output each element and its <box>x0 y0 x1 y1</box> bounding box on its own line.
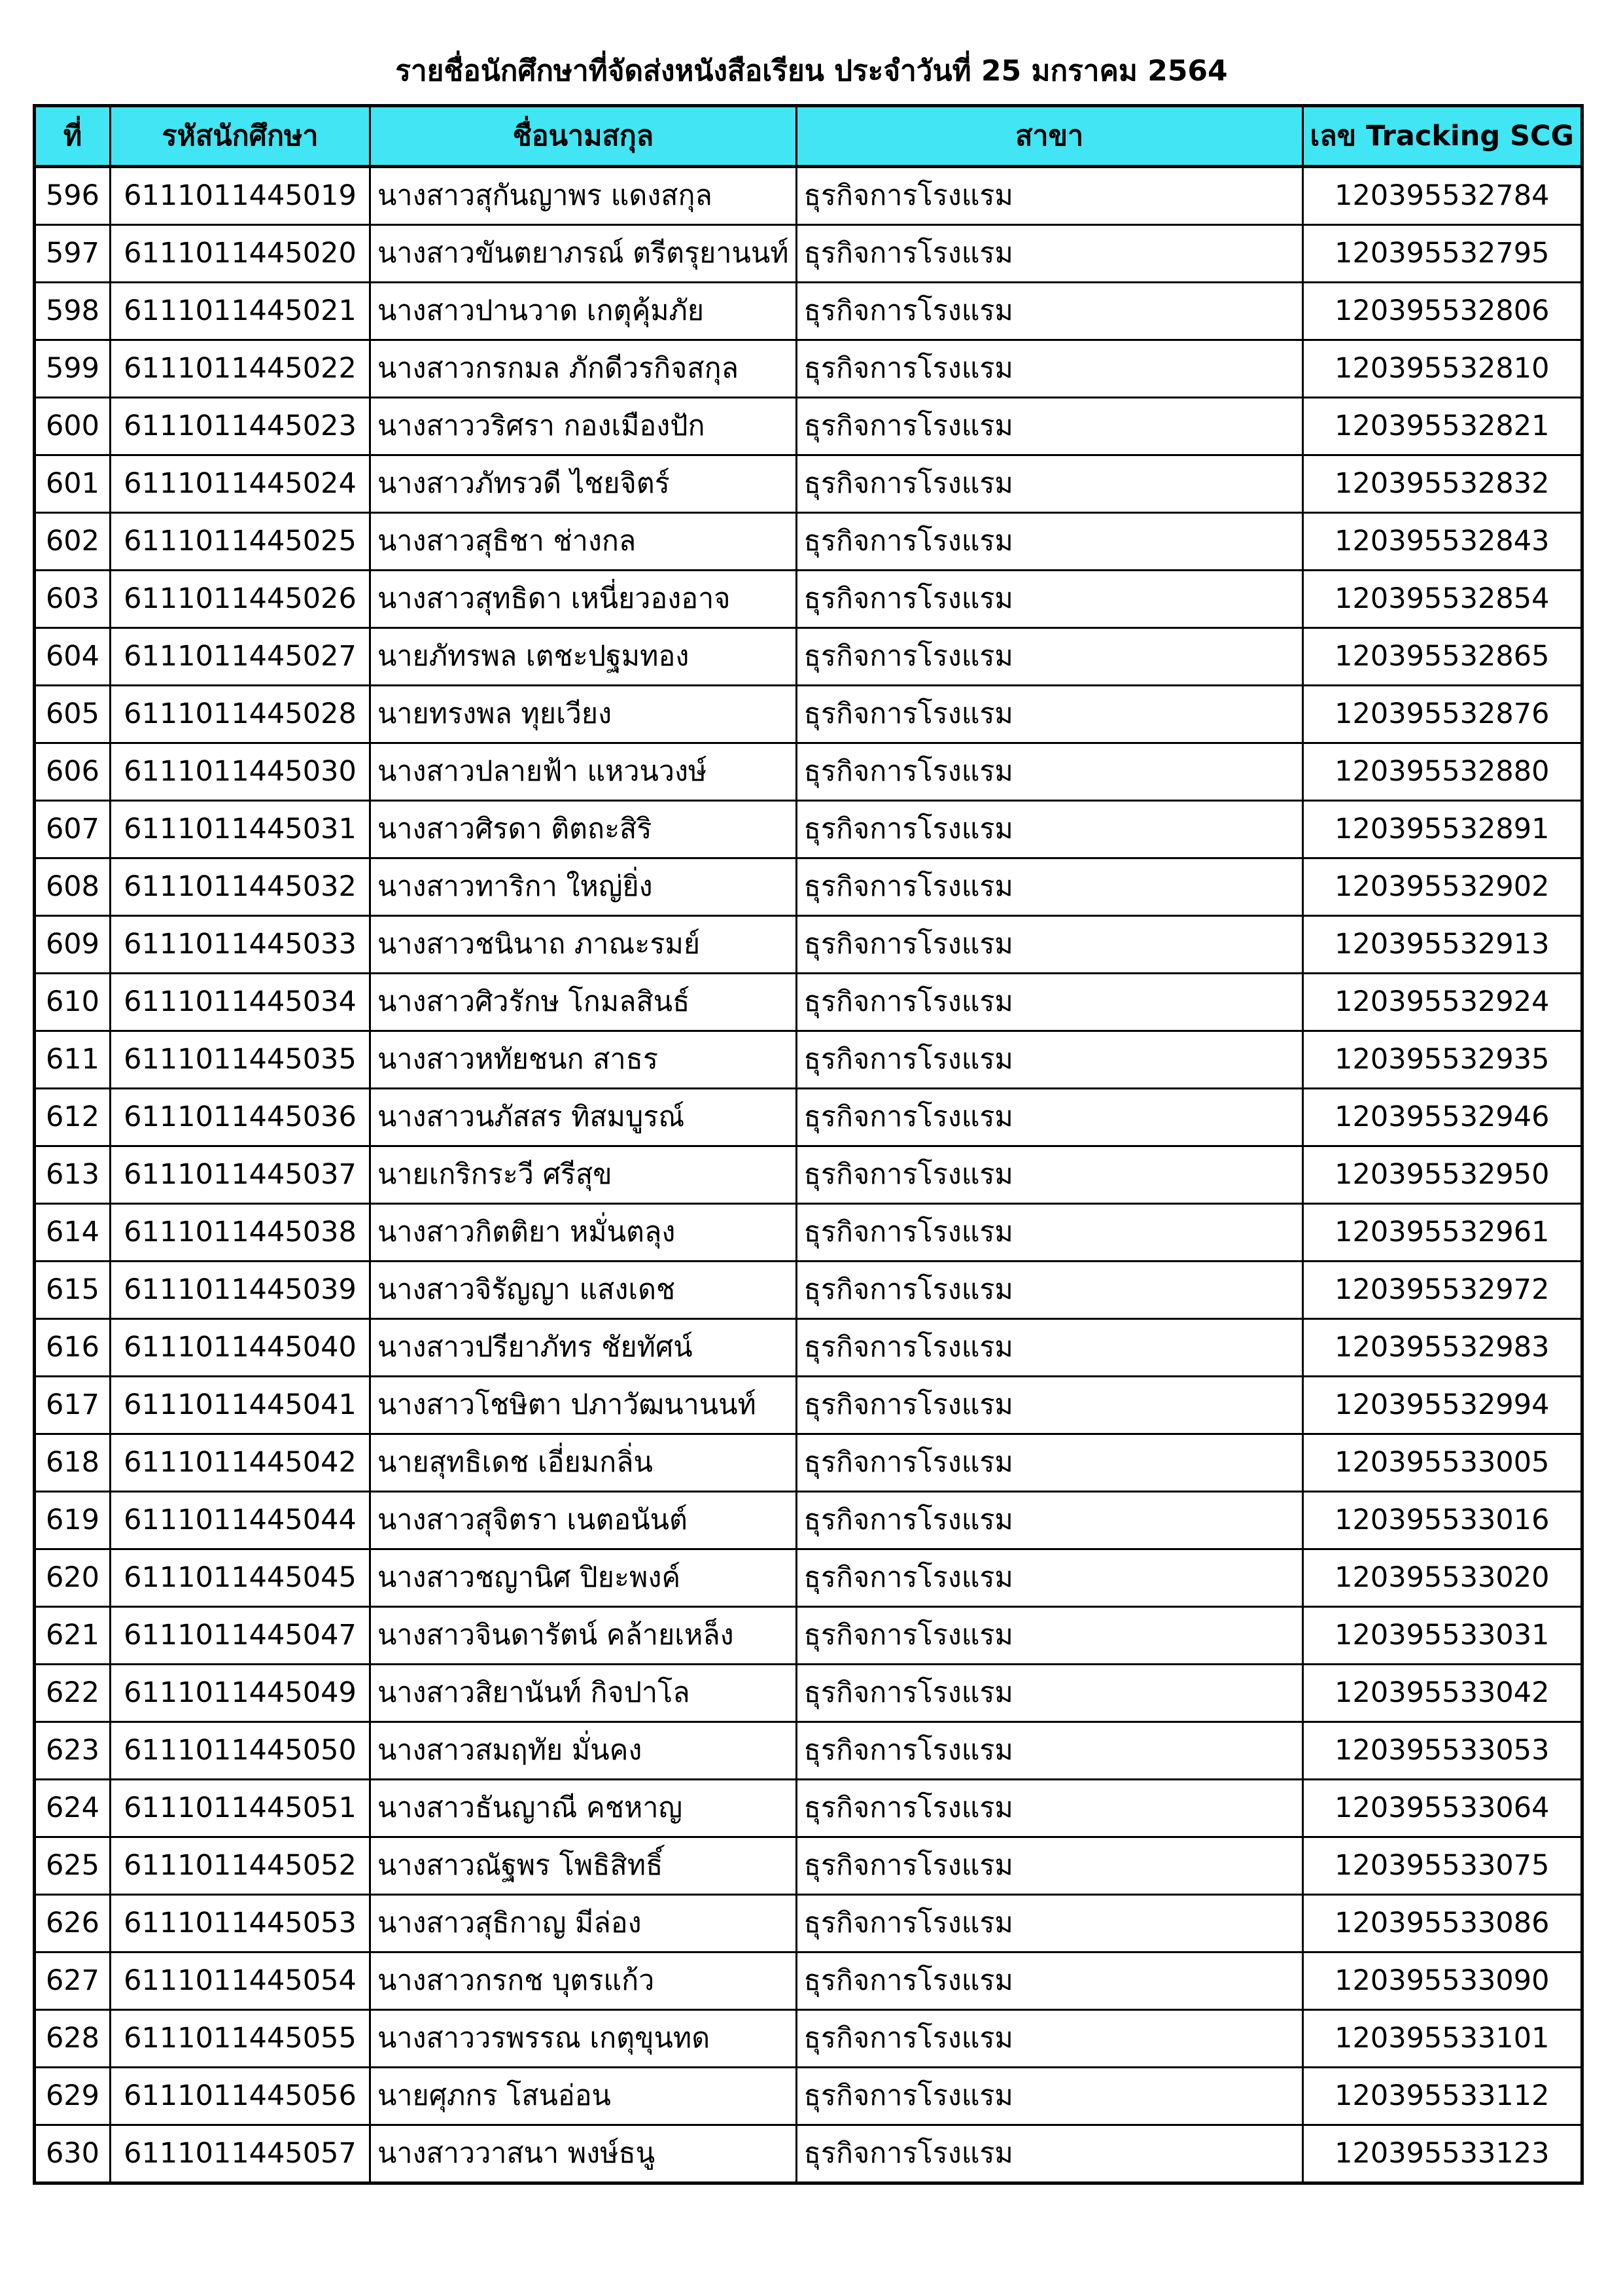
cell-full-name: นางสาววริศรา กองเมืองปัก <box>370 398 797 455</box>
cell-major: ธุรกิจการโรงแรม <box>796 974 1302 1031</box>
cell-full-name: นางสาวนภัสสร ทิสมบูรณ์ <box>370 1089 797 1146</box>
cell-tracking-number: 120395532876 <box>1302 686 1582 743</box>
cell-no: 609 <box>35 916 111 974</box>
table-row <box>35 1492 1582 1549</box>
cell-major: ธุรกิจการโรงแรม <box>796 1665 1302 1722</box>
cell-student-id: 6111011445022 <box>111 340 370 398</box>
cell-tracking-number: 120395533086 <box>1302 1895 1582 1952</box>
cell-student-id: 6111011445038 <box>111 1204 370 1262</box>
cell-student-id: 6111011445020 <box>111 225 370 283</box>
cell-tracking-number: 120395532994 <box>1302 1377 1582 1434</box>
cell-full-name: นางสาวจิรัญญา แสงเดช <box>370 1262 797 1319</box>
table-row <box>35 743 1582 801</box>
table-row <box>35 2010 1582 2068</box>
table-row <box>35 167 1582 225</box>
cell-tracking-number: 120395533064 <box>1302 1780 1582 1837</box>
cell-no: 602 <box>35 513 111 571</box>
table-row <box>35 1204 1582 1262</box>
cell-full-name: นางสาวสุธิกาญ มีล่อง <box>370 1895 797 1952</box>
cell-no: 620 <box>35 1549 111 1607</box>
cell-major: ธุรกิจการโรงแรม <box>796 801 1302 858</box>
table-row <box>35 340 1582 398</box>
cell-student-id: 6111011445019 <box>111 167 370 225</box>
cell-student-id: 6111011445035 <box>111 1031 370 1089</box>
table-header-row <box>35 106 1582 167</box>
cell-full-name: นางสาวทาริกา ใหญ่ยิ่ง <box>370 858 797 916</box>
cell-no: 604 <box>35 628 111 686</box>
cell-tracking-number: 120395532950 <box>1302 1146 1582 1204</box>
cell-student-id: 6111011445044 <box>111 1492 370 1549</box>
table-row <box>35 1549 1582 1607</box>
cell-student-id: 6111011445026 <box>111 571 370 628</box>
cell-major: ธุรกิจการโรงแรม <box>796 1895 1302 1952</box>
cell-major: ธุรกิจการโรงแรม <box>796 571 1302 628</box>
cell-tracking-number: 120395533053 <box>1302 1722 1582 1780</box>
cell-no: 607 <box>35 801 111 858</box>
cell-full-name: นางสาวโชษิตา ปภาวัฒนานนท์ <box>370 1377 797 1434</box>
cell-tracking-number: 120395532854 <box>1302 571 1582 628</box>
cell-major: ธุรกิจการโรงแรม <box>796 2068 1302 2125</box>
cell-tracking-number: 120395533020 <box>1302 1549 1582 1607</box>
cell-full-name: นางสาวศิวรักษ โกมลสินธ์ <box>370 974 797 1031</box>
cell-full-name: นางสาวภัทรวดี ไชยจิตร์ <box>370 455 797 513</box>
cell-full-name: นางสาวสิยานันท์ กิจปาโล <box>370 1665 797 1722</box>
cell-no: 625 <box>35 1837 111 1895</box>
cell-tracking-number: 120395532946 <box>1302 1089 1582 1146</box>
table-row <box>35 628 1582 686</box>
table-row <box>35 686 1582 743</box>
cell-no: 608 <box>35 858 111 916</box>
table-row <box>35 1031 1582 1089</box>
table-row <box>35 2068 1582 2125</box>
cell-student-id: 6111011445032 <box>111 858 370 916</box>
cell-tracking-number: 120395533075 <box>1302 1837 1582 1895</box>
cell-full-name: นางสาวสุกันญาพร แดงสกุล <box>370 167 797 225</box>
cell-tracking-number: 120395533031 <box>1302 1607 1582 1665</box>
cell-student-id: 6111011445047 <box>111 1607 370 1665</box>
cell-full-name: นางสาวสมฤทัย มั่นคง <box>370 1722 797 1780</box>
cell-no: 600 <box>35 398 111 455</box>
cell-tracking-number: 120395533101 <box>1302 2010 1582 2068</box>
cell-major: ธุรกิจการโรงแรม <box>796 1262 1302 1319</box>
cell-no: 613 <box>35 1146 111 1204</box>
cell-full-name: นายศุภกร โสนอ่อน <box>370 2068 797 2125</box>
cell-tracking-number: 120395533005 <box>1302 1434 1582 1492</box>
cell-major: ธุรกิจการโรงแรม <box>796 455 1302 513</box>
header-tracking-number: เลข Tracking SCG <box>1302 106 1582 167</box>
cell-major: ธุรกิจการโรงแรม <box>796 1837 1302 1895</box>
cell-no: 611 <box>35 1031 111 1089</box>
table-row <box>35 1434 1582 1492</box>
cell-full-name: นายภัทรพล เตชะปฐมทอง <box>370 628 797 686</box>
cell-full-name: นางสาววรพรรณ เกตุขุนทด <box>370 2010 797 2068</box>
cell-no: 596 <box>35 167 111 225</box>
table-row <box>35 1722 1582 1780</box>
cell-full-name: นางสาวศิรดา ติตถะสิริ <box>370 801 797 858</box>
cell-tracking-number: 120395532983 <box>1302 1319 1582 1377</box>
cell-major: ธุรกิจการโรงแรม <box>796 2125 1302 2183</box>
table-row <box>35 1377 1582 1434</box>
cell-full-name: นางสาวสุทธิดา เหนี่ยวองอาจ <box>370 571 797 628</box>
cell-major: ธุรกิจการโรงแรม <box>796 1377 1302 1434</box>
cell-major: ธุรกิจการโรงแรม <box>796 1549 1302 1607</box>
cell-student-id: 6111011445041 <box>111 1377 370 1434</box>
cell-no: 629 <box>35 2068 111 2125</box>
cell-no: 628 <box>35 2010 111 2068</box>
header-major: สาขา <box>796 106 1302 167</box>
table-row <box>35 801 1582 858</box>
cell-major: ธุรกิจการโรงแรม <box>796 1319 1302 1377</box>
cell-major: ธุรกิจการโรงแรม <box>796 686 1302 743</box>
cell-full-name: นางสาวสุธิชา ช่างกล <box>370 513 797 571</box>
cell-full-name: นางสาวกิตติยา หมั่นตลุง <box>370 1204 797 1262</box>
cell-tracking-number: 120395532961 <box>1302 1204 1582 1262</box>
cell-no: 601 <box>35 455 111 513</box>
cell-student-id: 6111011445036 <box>111 1089 370 1146</box>
cell-tracking-number: 120395532880 <box>1302 743 1582 801</box>
table-body <box>35 167 1582 2183</box>
table-row <box>35 1780 1582 1837</box>
cell-full-name: นางสาวปานวาด เกตุคุ้มภัย <box>370 283 797 340</box>
cell-no: 615 <box>35 1262 111 1319</box>
cell-no: 618 <box>35 1434 111 1492</box>
cell-student-id: 6111011445049 <box>111 1665 370 1722</box>
cell-tracking-number: 120395532843 <box>1302 513 1582 571</box>
cell-student-id: 6111011445034 <box>111 974 370 1031</box>
cell-tracking-number: 120395532935 <box>1302 1031 1582 1089</box>
cell-major: ธุรกิจการโรงแรม <box>796 628 1302 686</box>
cell-no: 612 <box>35 1089 111 1146</box>
table-row <box>35 1146 1582 1204</box>
cell-tracking-number: 120395532902 <box>1302 858 1582 916</box>
cell-major: ธุรกิจการโรงแรม <box>796 743 1302 801</box>
cell-student-id: 6111011445055 <box>111 2010 370 2068</box>
table-row <box>35 1952 1582 2010</box>
cell-student-id: 6111011445045 <box>111 1549 370 1607</box>
cell-no: 621 <box>35 1607 111 1665</box>
cell-student-id: 6111011445021 <box>111 283 370 340</box>
cell-full-name: นางสาวกรกมล ภักดีวรกิจสกุล <box>370 340 797 398</box>
cell-no: 610 <box>35 974 111 1031</box>
cell-tracking-number: 120395532784 <box>1302 167 1582 225</box>
cell-no: 599 <box>35 340 111 398</box>
cell-no: 627 <box>35 1952 111 2010</box>
cell-full-name: นางสาวณัฐพร โพธิสิทธิ์ <box>370 1837 797 1895</box>
cell-full-name: นางสาวชนินาถ ภาณะรมย์ <box>370 916 797 974</box>
cell-major: ธุรกิจการโรงแรม <box>796 1434 1302 1492</box>
cell-tracking-number: 120395532810 <box>1302 340 1582 398</box>
page-title: รายชื่อนักศึกษาที่จัดส่งหนังสือเรียน ประจำวันที่ 25 มกราคม 2564 <box>395 54 1228 88</box>
cell-tracking-number: 120395532865 <box>1302 628 1582 686</box>
cell-student-id: 6111011445031 <box>111 801 370 858</box>
header-full-name: ชื่อนามสกุล <box>370 106 797 167</box>
cell-student-id: 6111011445053 <box>111 1895 370 1952</box>
cell-major: ธุรกิจการโรงแรม <box>796 1952 1302 2010</box>
cell-student-id: 6111011445039 <box>111 1262 370 1319</box>
header-no: ที่ <box>35 106 111 167</box>
cell-major: ธุรกิจการโรงแรม <box>796 858 1302 916</box>
cell-major: ธุรกิจการโรงแรม <box>796 1607 1302 1665</box>
cell-full-name: นางสาวธันญาณี คชหาญ <box>370 1780 797 1837</box>
cell-major: ธุรกิจการโรงแรม <box>796 916 1302 974</box>
cell-full-name: นางสาวชญานิศ ปิยะพงค์ <box>370 1549 797 1607</box>
shipment-table <box>33 104 1584 2185</box>
cell-major: ธุรกิจการโรงแรม <box>796 1089 1302 1146</box>
cell-full-name: นางสาวจินดารัตน์ คล้ายเหล็ง <box>370 1607 797 1665</box>
cell-no: 626 <box>35 1895 111 1952</box>
cell-tracking-number: 120395532795 <box>1302 225 1582 283</box>
cell-tracking-number: 120395533123 <box>1302 2125 1582 2183</box>
cell-tracking-number: 120395532891 <box>1302 801 1582 858</box>
cell-no: 623 <box>35 1722 111 1780</box>
cell-major: ธุรกิจการโรงแรม <box>796 283 1302 340</box>
table-row <box>35 513 1582 571</box>
cell-full-name: นางสาวสุจิตรา เนตอนันต์ <box>370 1492 797 1549</box>
cell-major: ธุรกิจการโรงแรม <box>796 1722 1302 1780</box>
table-row <box>35 1895 1582 1952</box>
cell-student-id: 6111011445052 <box>111 1837 370 1895</box>
cell-student-id: 6111011445050 <box>111 1722 370 1780</box>
cell-no: 624 <box>35 1780 111 1837</box>
header-student-id: รหัสนักศึกษา <box>111 106 370 167</box>
cell-no: 614 <box>35 1204 111 1262</box>
cell-no: 598 <box>35 283 111 340</box>
cell-tracking-number: 120395532924 <box>1302 974 1582 1031</box>
cell-full-name: นางสาวขันตยาภรณ์ ตรีตรุยานนท์ <box>370 225 797 283</box>
cell-student-id: 6111011445057 <box>111 2125 370 2183</box>
cell-no: 619 <box>35 1492 111 1549</box>
cell-major: ธุรกิจการโรงแรม <box>796 513 1302 571</box>
table-row <box>35 571 1582 628</box>
cell-major: ธุรกิจการโรงแรม <box>796 1780 1302 1837</box>
cell-student-id: 6111011445054 <box>111 1952 370 2010</box>
cell-no: 597 <box>35 225 111 283</box>
cell-full-name: นางสาววาสนา พงษ์ธนู <box>370 2125 797 2183</box>
cell-student-id: 6111011445042 <box>111 1434 370 1492</box>
table-row <box>35 1262 1582 1319</box>
cell-no: 605 <box>35 686 111 743</box>
cell-no: 630 <box>35 2125 111 2183</box>
table-row <box>35 2125 1582 2183</box>
cell-tracking-number: 120395533090 <box>1302 1952 1582 2010</box>
cell-student-id: 6111011445025 <box>111 513 370 571</box>
cell-full-name: นายทรงพล ทุยเวียง <box>370 686 797 743</box>
cell-major: ธุรกิจการโรงแรม <box>796 1204 1302 1262</box>
cell-tracking-number: 120395532913 <box>1302 916 1582 974</box>
cell-full-name: นายเกริกระวี ศรีสุข <box>370 1146 797 1204</box>
cell-full-name: นางสาวปรียาภัทร ชัยทัศน์ <box>370 1319 797 1377</box>
cell-student-id: 6111011445024 <box>111 455 370 513</box>
cell-full-name: นายสุทธิเดช เอี่ยมกลิ่น <box>370 1434 797 1492</box>
table-row <box>35 858 1582 916</box>
cell-full-name: นางสาวปลายฟ้า แหวนวงษ์ <box>370 743 797 801</box>
cell-tracking-number: 120395533042 <box>1302 1665 1582 1722</box>
cell-student-id: 6111011445033 <box>111 916 370 974</box>
cell-tracking-number: 120395532972 <box>1302 1262 1582 1319</box>
cell-full-name: นางสาวกรกช บุตรแก้ว <box>370 1952 797 2010</box>
cell-student-id: 6111011445030 <box>111 743 370 801</box>
table-row <box>35 283 1582 340</box>
table-row <box>35 1837 1582 1895</box>
cell-student-id: 6111011445028 <box>111 686 370 743</box>
cell-major: ธุรกิจการโรงแรม <box>796 1492 1302 1549</box>
table-row <box>35 916 1582 974</box>
table-row <box>35 398 1582 455</box>
cell-student-id: 6111011445056 <box>111 2068 370 2125</box>
cell-no: 616 <box>35 1319 111 1377</box>
cell-student-id: 6111011445040 <box>111 1319 370 1377</box>
cell-no: 617 <box>35 1377 111 1434</box>
cell-major: ธุรกิจการโรงแรม <box>796 225 1302 283</box>
cell-tracking-number: 120395533016 <box>1302 1492 1582 1549</box>
cell-full-name: นางสาวหทัยชนก สาธร <box>370 1031 797 1089</box>
cell-no: 606 <box>35 743 111 801</box>
cell-no: 603 <box>35 571 111 628</box>
table-row <box>35 1665 1582 1722</box>
table-row <box>35 225 1582 283</box>
cell-student-id: 6111011445051 <box>111 1780 370 1837</box>
table-row <box>35 1089 1582 1146</box>
cell-tracking-number: 120395532806 <box>1302 283 1582 340</box>
cell-no: 622 <box>35 1665 111 1722</box>
table-row <box>35 455 1582 513</box>
table-row <box>35 1607 1582 1665</box>
cell-major: ธุรกิจการโรงแรม <box>796 1031 1302 1089</box>
cell-tracking-number: 120395532821 <box>1302 398 1582 455</box>
cell-tracking-number: 120395533112 <box>1302 2068 1582 2125</box>
cell-student-id: 6111011445037 <box>111 1146 370 1204</box>
cell-major: ธุรกิจการโรงแรม <box>796 340 1302 398</box>
cell-major: ธุรกิจการโรงแรม <box>796 398 1302 455</box>
table-row <box>35 974 1582 1031</box>
table-row <box>35 1319 1582 1377</box>
cell-major: ธุรกิจการโรงแรม <box>796 167 1302 225</box>
cell-major: ธุรกิจการโรงแรม <box>796 2010 1302 2068</box>
cell-student-id: 6111011445027 <box>111 628 370 686</box>
cell-student-id: 6111011445023 <box>111 398 370 455</box>
cell-major: ธุรกิจการโรงแรม <box>796 1146 1302 1204</box>
cell-tracking-number: 120395532832 <box>1302 455 1582 513</box>
